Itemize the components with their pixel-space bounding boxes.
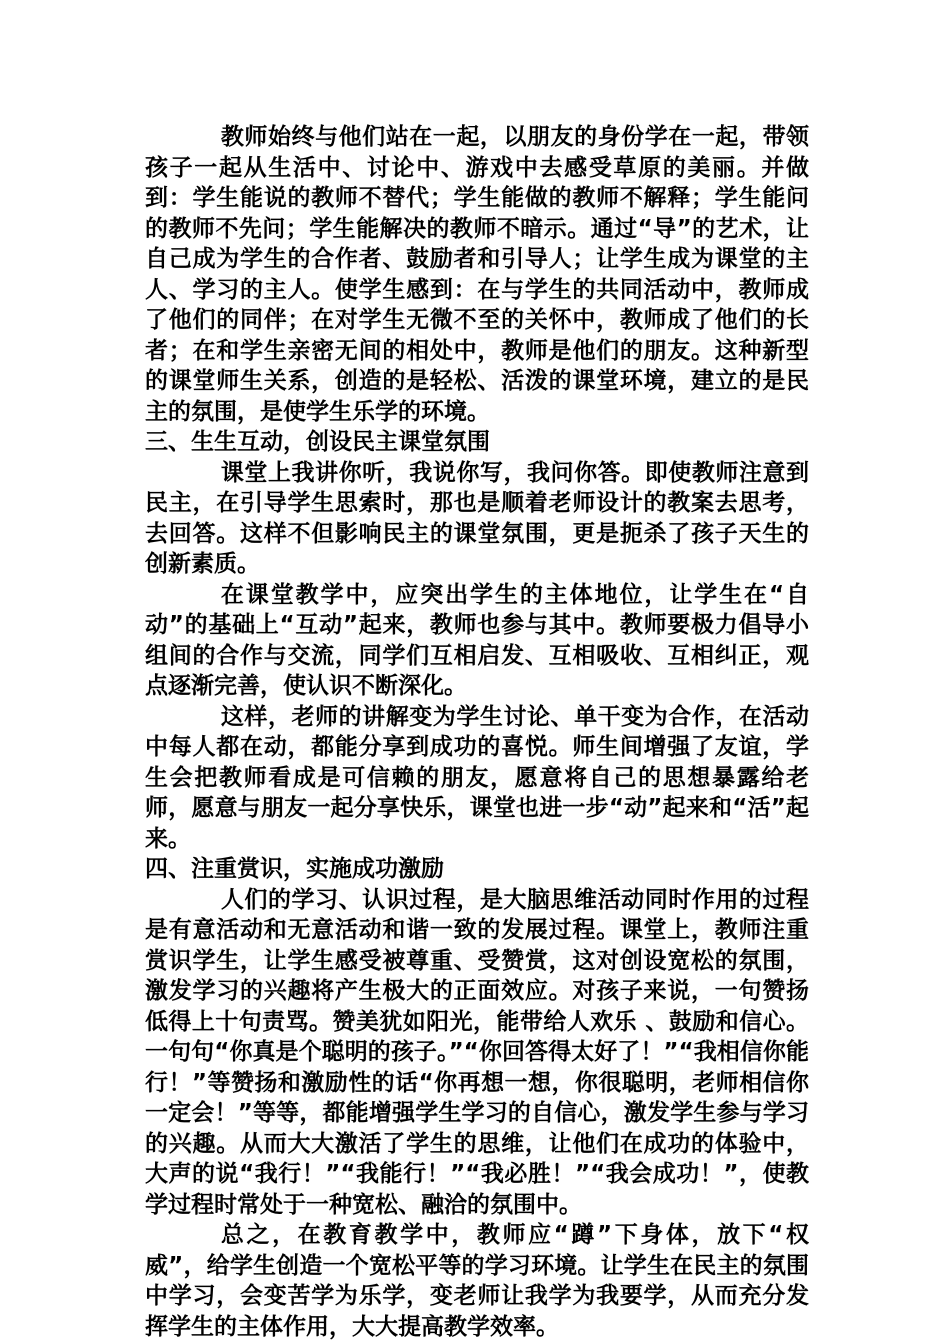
paragraph-conclusion: 总之，在教育教学中，教师应“蹲”下身体，放下“权威”，给学生创造一个宽松平等的学习环境。让学生在民主的氛围中学习，会变苦学为乐学，变老师让我学为我要学，从而充分发挥学生的主体作用，大大提高教学效率。: [145, 1222, 809, 1340]
document-page: [145, 122, 809, 1342]
paragraph-discussion-cooperation: 这样，老师的讲解变为学生讨论、单干变为合作，在活动中每人都在动，都能分享到成功的喜悦。师生间增强了友谊，学生会把教师看成是可信赖的朋友，愿意将自己的思想暴露给老师，愿意与朋友一起分享快乐，课堂也进一步“动”起来和“活”起来。: [145, 703, 809, 852]
paragraph-appreciation: 人们的学习、认识过程，是大脑思维活动同时作用的过程是有意活动和无意活动和谐一致的发展过程。课堂上，教师注重赏识学生，让学生感受被尊重、受赞赏，这对创设宽松的氛围，激发学习的兴趣将产生极大的正面效应。对孩子来说，一句赞扬低得上十句责骂。赞美犹如阳光，能带给人欢乐 、鼓励和信心。一句句“你真是个聪明的孩子。”“你回答得太好了！”“我相信你能行！”等赞扬和激励性的话“你再想一想，你很聪明，老师相信你一定会！”等等，都能增强学生学习的自信心，激发学生参与学习的兴趣。从而大大激活了学生的思维，让他们在成功的体验中，大声的说“我行！”“我能行！”“我必胜！”“我会成功！”，使教学过程时常处于一种宽松、融洽的氛围中。: [145, 886, 809, 1218]
section-heading-four: 四、注重赏识，实施成功激励: [145, 856, 444, 882]
section-heading-three: 三、生生互动，创设民主课堂氛围: [145, 429, 490, 455]
paragraph-classroom-listen: 课堂上我讲你听，我说你写，我问你答。即使教师注意到民主，在引导学生思索时，那也是顺着老师设计的教案去思考，去回答。这样不但影响民主的课堂氛围，更是扼杀了孩子天生的创新素质。: [145, 459, 809, 577]
paragraph-teacher-partner: 教师始终与他们站在一起，以朋友的身份学在一起，带领孩子一起从生活中、讨论中、游戏中去感受草原的美丽。并做到：学生能说的教师不替代；学生能做的教师不解释；学生能问的教师不先问；学生能解决的教师不暗示。通过“导”的艺术，让自己成为学生的合作者、鼓励者和引导人；让学生成为课堂的主人、学习的主人。使学生感到：在与学生的共同活动中，教师成了他们的同伴；在对学生无微不至的关怀中，教师成了他们的长者；在和学生亲密无间的相处中，教师是他们的朋友。这种新型的课堂师生关系，创造的是轻松、活泼的课堂环境，建立的是民主的氛围，是使学生乐学的环境。: [145, 124, 809, 425]
paragraph-student-subject: 在课堂教学中，应突出学生的主体地位，让学生在“自动”的基础上“互动”起来，教师也参与其中。教师要极力倡导小组间的合作与交流，同学们互相启发、互相吸收、互相纠正，观点逐渐完善，使认识不断深化。: [145, 581, 809, 699]
